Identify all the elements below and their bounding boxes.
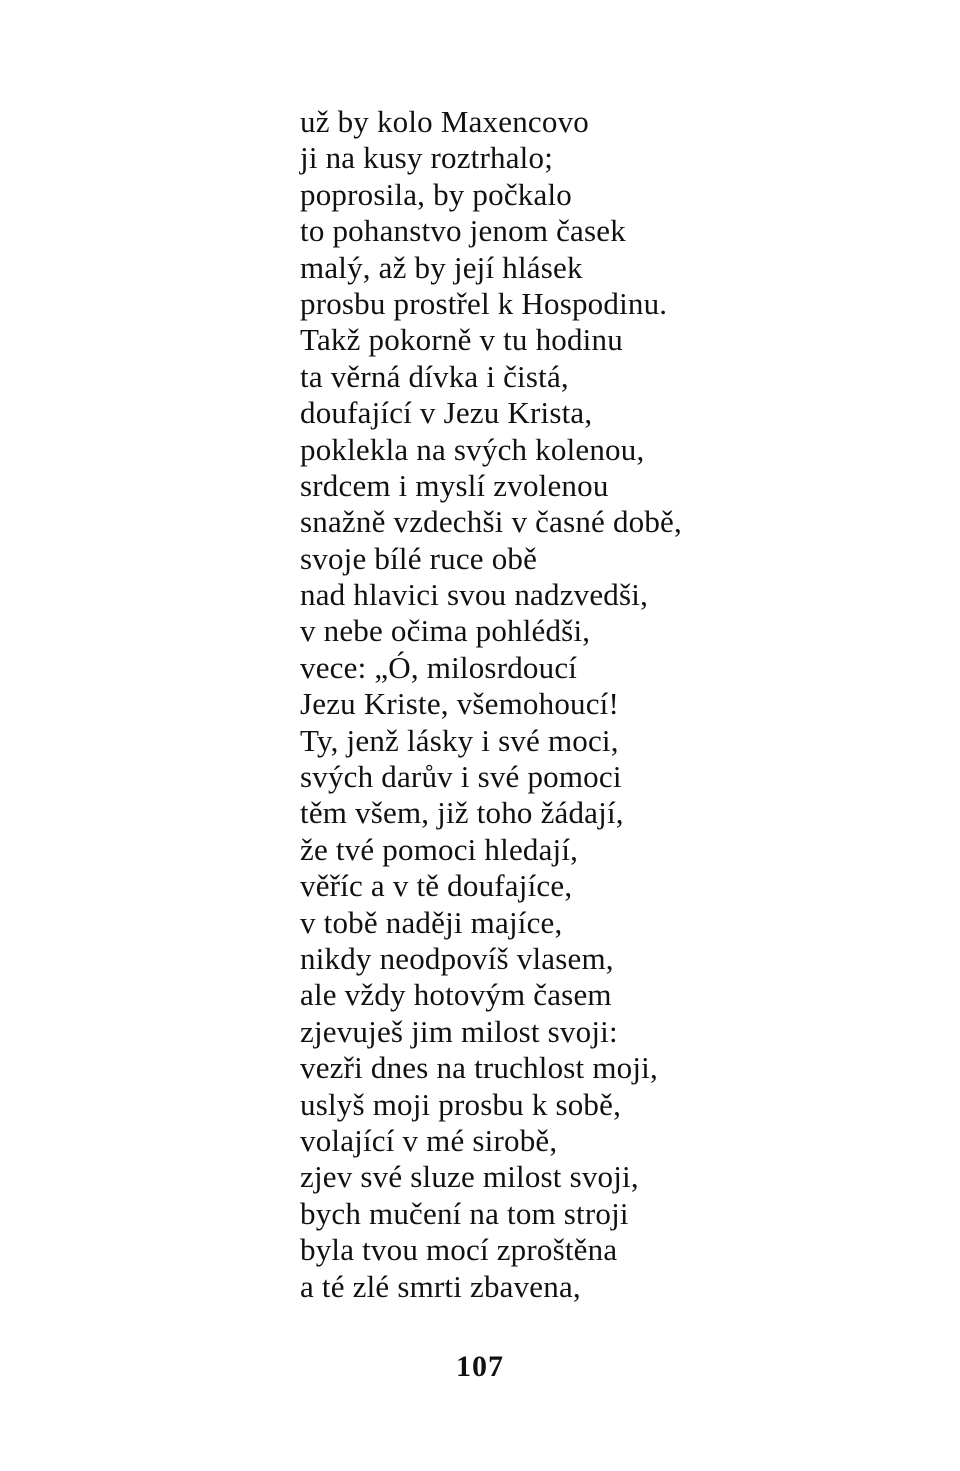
poem-line: vece: „Ó, milosrdoucí [300, 649, 578, 685]
poem-line: srdcem i myslí zvolenou [300, 467, 609, 503]
poem-line: že tvé pomoci hledají, [300, 831, 579, 867]
poem-line: zjevuješ jim milost svoji: [300, 1013, 618, 1049]
poem-line: nikdy neodpovíš vlasem, [300, 940, 614, 976]
poem-line: svých darův i své pomoci [300, 759, 622, 795]
poem-line: ji na kusy roztrhalo; [300, 140, 554, 176]
poem-line: už by kolo Maxencovo [300, 104, 589, 139]
poem-text [300, 104, 860, 1305]
poem-line: věříc a v tě doufajíce, [300, 868, 573, 904]
poem-line: ale vždy hotovým časem [300, 977, 612, 1013]
poem-line: snažně vzdechši v časné době, [300, 504, 682, 540]
poem-line: těm všem, již toho žádají, [300, 795, 624, 831]
page-number: 107 [456, 1350, 504, 1383]
poem-line: a té zlé smrti zbavena, [300, 1268, 581, 1304]
poem-line: zjev své sluze milost svoji, [300, 1159, 639, 1195]
poem-line: malý, až by její hlásek [300, 249, 583, 285]
poem-line: ta věrná dívka i čistá, [300, 358, 569, 394]
poem-line: poklekla na svých kolenou, [300, 431, 645, 467]
poem-line: uslyš moji prosbu k sobě, [300, 1086, 622, 1122]
poem-line: byla tvou mocí zproštěna [300, 1232, 618, 1268]
poem-line: to pohanstvo jenom časek [300, 213, 626, 249]
poem-line: prosbu prostřel k Hospodinu. [300, 285, 668, 321]
poem-line: Takž pokorně v tu hodinu [300, 322, 623, 358]
poem-line: bych mučení na tom stroji [300, 1195, 629, 1231]
poem-line: poprosila, by počkalo [300, 176, 572, 212]
poem-line: v nebe očima pohlédši, [300, 613, 591, 649]
poem-line: nad hlavici svou nadzvedši, [300, 577, 649, 613]
poem-line: volající v mé sirobě, [300, 1122, 558, 1158]
poem-line: vezři dnes na truchlost moji, [300, 1050, 658, 1086]
poem-line: svoje bílé ruce obě [300, 540, 538, 576]
poem-line: v tobě naději majíce, [300, 904, 563, 940]
poem-line: Jezu Kriste, všemohoucí! [300, 686, 620, 722]
poem-line: Ty, jenž lásky i své moci, [300, 722, 619, 758]
poem-line: doufající v Jezu Krista, [300, 395, 593, 431]
